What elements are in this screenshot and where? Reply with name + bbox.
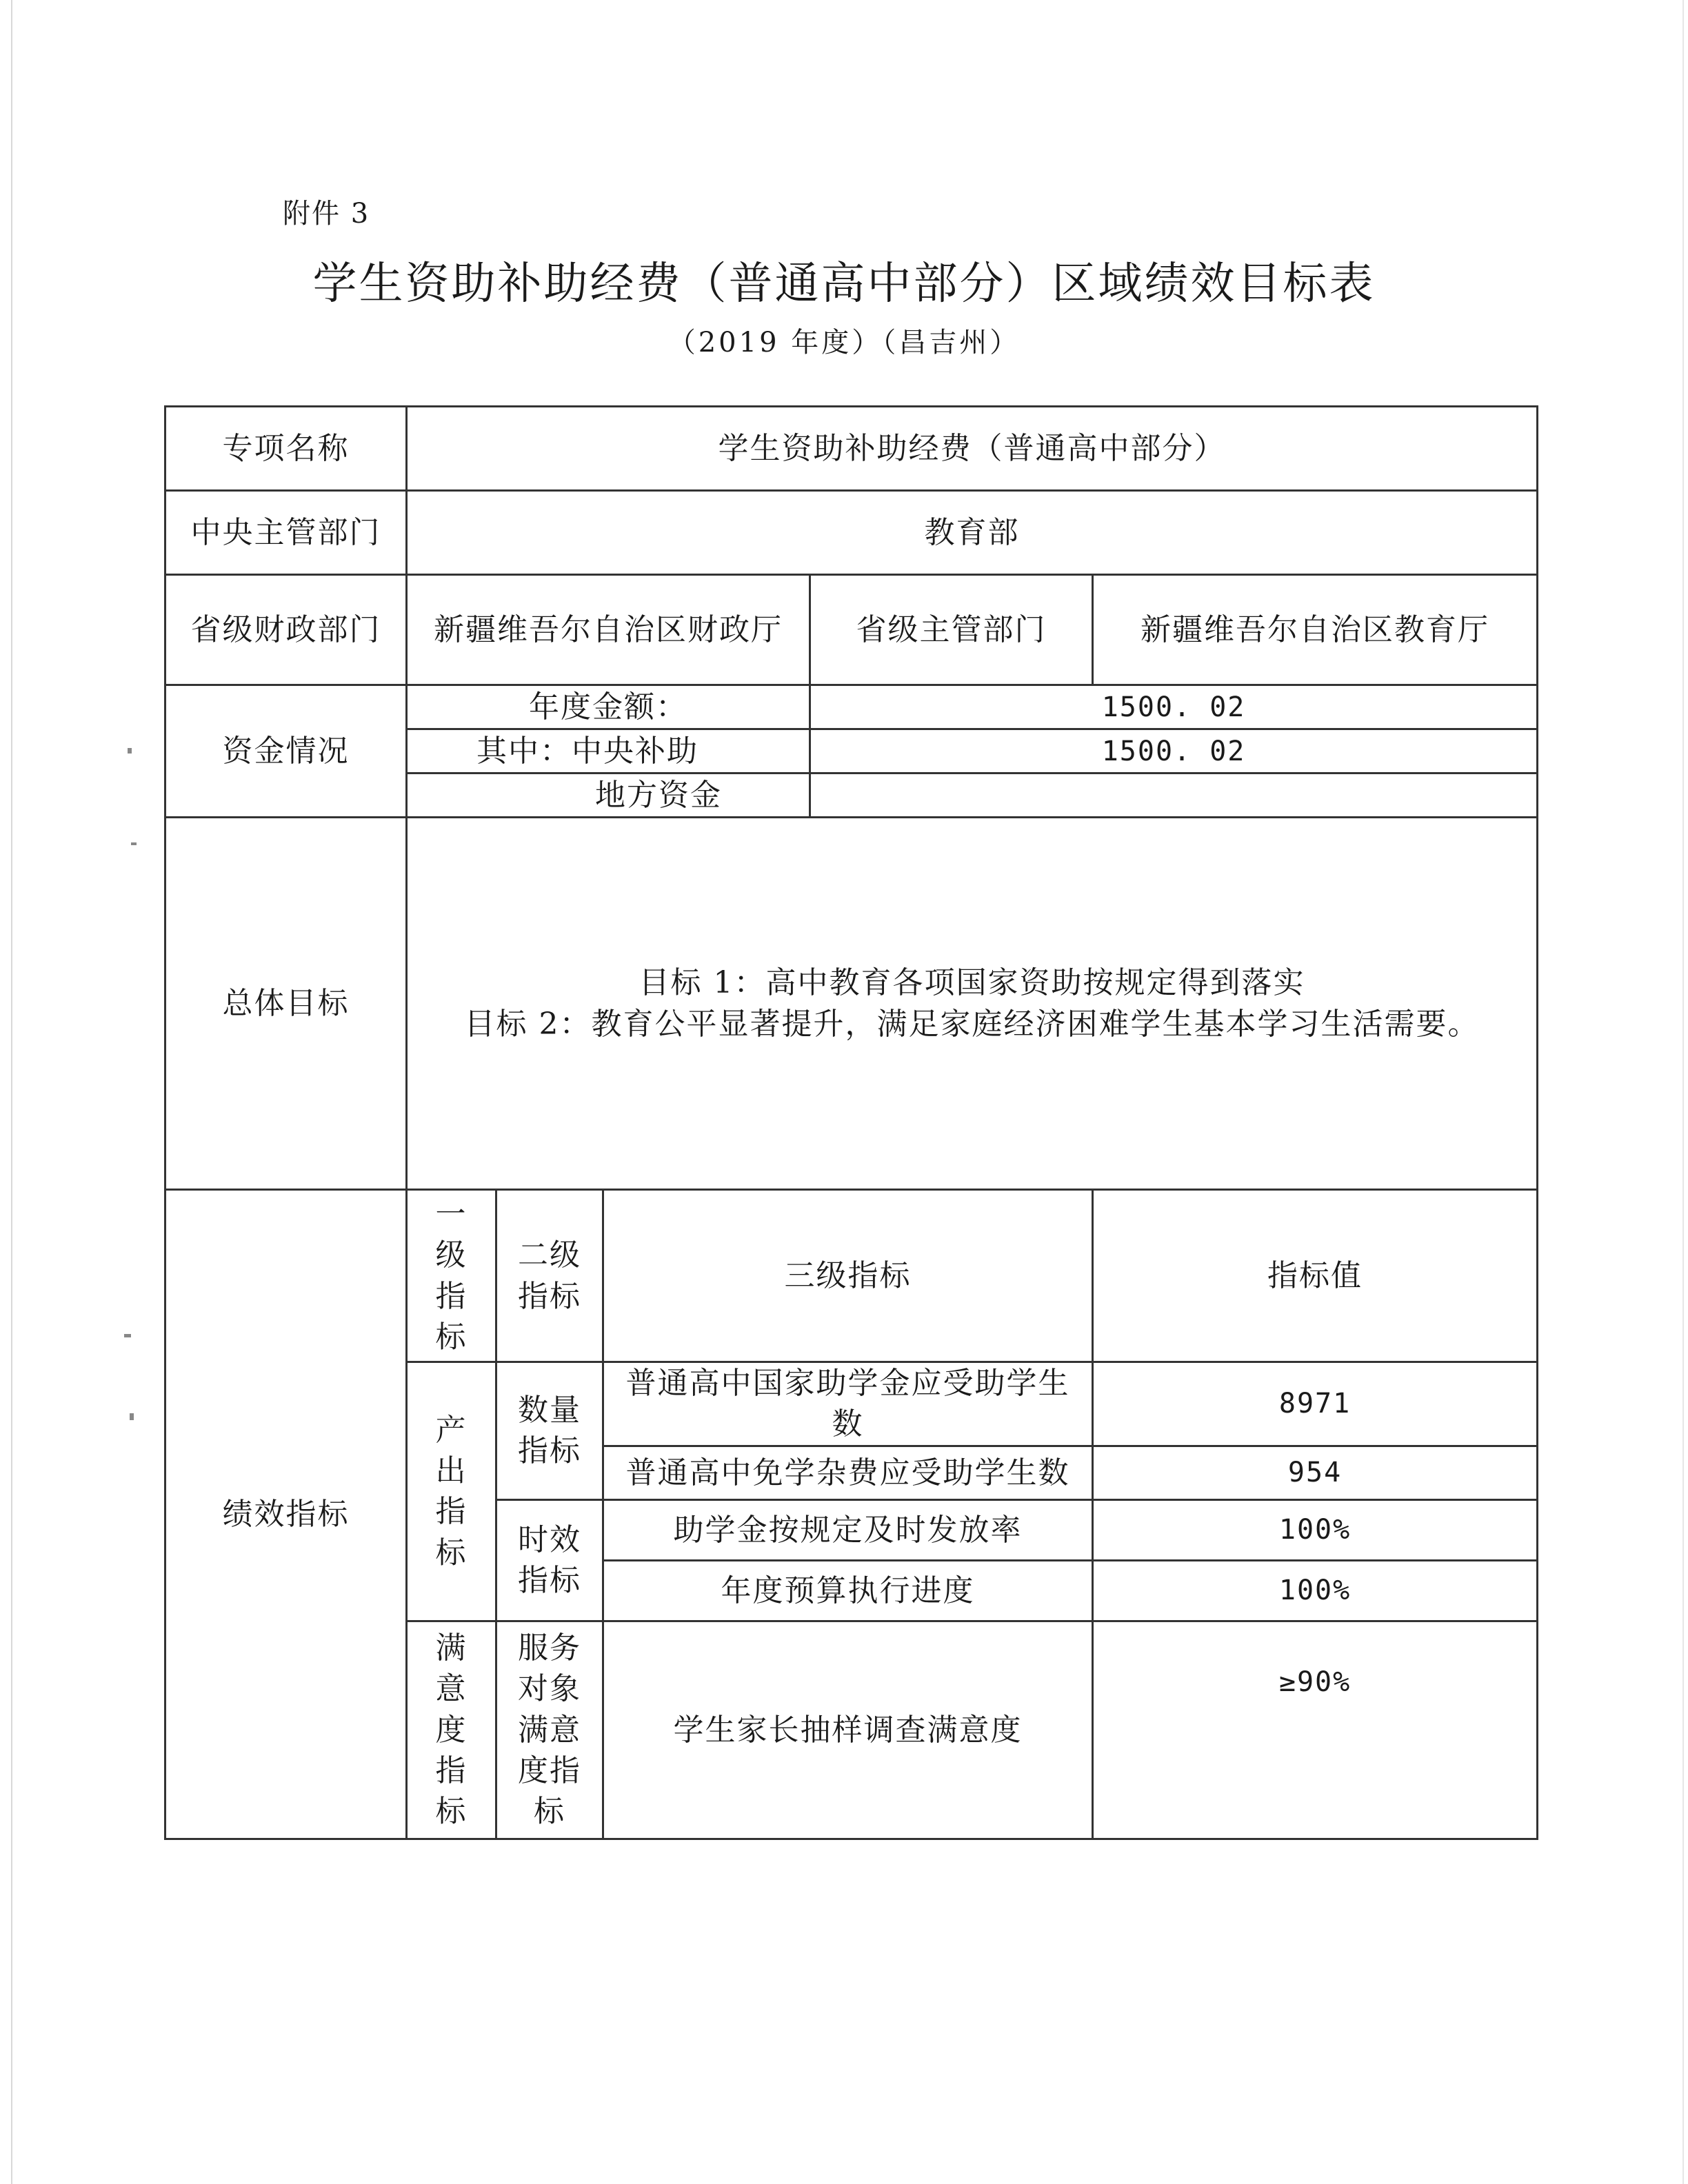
row-overall-goal: [165, 818, 1538, 1190]
indicator-value: 100%: [1093, 1560, 1538, 1621]
scan-speck: [124, 1334, 131, 1337]
central-subsidy-label: 其中：中央补助: [476, 733, 699, 769]
annual-amount-label: 年度金额：: [407, 685, 810, 729]
row-provincial-depts: [165, 575, 1538, 685]
overall-goal-text: [407, 818, 1538, 1190]
indicator-name: 学生家长抽样调查满意度: [603, 1621, 1093, 1839]
attachment-label: 附件 3: [283, 198, 370, 230]
prov-dept-label: 省级主管部门: [810, 575, 1093, 685]
indicator-name: 年度预算执行进度: [603, 1560, 1093, 1621]
central-subsidy-value: 1500. 02: [810, 729, 1538, 774]
project-name-value: 学生资助补助经费（普通高中部分）: [407, 407, 1538, 491]
prov-finance-label: 省级财政部门: [165, 575, 407, 685]
satisfaction-indicator-label: 满意度指标: [407, 1621, 496, 1839]
quantity-indicator-label: 数量指标: [496, 1362, 603, 1500]
local-funds-label: 地方资金: [595, 777, 722, 813]
row-project-name: [165, 407, 1538, 491]
overall-goal-label: 总体目标: [165, 818, 407, 1190]
indicator-value: 954: [1093, 1446, 1538, 1499]
perf-indicators-label: 绩效指标: [165, 1190, 407, 1839]
annual-amount-value: 1500. 02: [810, 685, 1538, 729]
central-dept-label: 中央主管部门: [165, 491, 407, 575]
local-funds-value: [810, 774, 1538, 818]
prov-dept-value: 新疆维吾尔自治区教育厅: [1093, 575, 1538, 685]
project-name-label: 专项名称: [165, 407, 407, 491]
scan-speck: [131, 842, 137, 845]
col-level2-header: 二级指标: [496, 1190, 603, 1362]
indicator-value: ≥90%: [1093, 1621, 1538, 1839]
document-subtitle: （2019 年度）（昌吉州）: [667, 327, 1021, 358]
indicator-name: 普通高中免学杂费应受助学生数: [603, 1446, 1093, 1499]
indicator-value: 100%: [1093, 1499, 1538, 1560]
col-value-header: 指标值: [1093, 1190, 1538, 1362]
funds-label: 资金情况: [165, 685, 407, 818]
indicator-value: 8971: [1093, 1362, 1538, 1446]
central-dept-value: 教育部: [407, 491, 1538, 575]
row-annual-amount: [165, 685, 1538, 729]
row-indicator-header: [165, 1190, 1538, 1362]
timeliness-indicator-label: 时效指标: [496, 1499, 603, 1621]
goal-1: 目标 1：高中教育各项国家资助按规定得到落实: [639, 965, 1305, 1001]
indicator-name: 普通高中国家助学金应受助学生数: [603, 1362, 1093, 1446]
col-level3-header: 三级指标: [603, 1190, 1093, 1362]
document-title: 学生资助补助经费（普通高中部分）区域绩效目标表: [312, 259, 1376, 310]
col-level1-header: 一级指标: [407, 1190, 496, 1362]
prov-finance-value: 新疆维吾尔自治区财政厅: [407, 575, 810, 685]
performance-target-table: [164, 405, 1538, 1840]
goal-2: 目标 2：教育公平显著提升，满足家庭经济困难学生基本学习生活需要。: [464, 1006, 1480, 1042]
indicator-name: 助学金按规定及时发放率: [603, 1499, 1093, 1560]
scan-speck: [128, 748, 132, 754]
scan-speck: [130, 1413, 134, 1420]
output-indicator-label: 产出指标: [407, 1362, 496, 1621]
service-satisfaction-label: 服务对象满意度指标: [496, 1621, 603, 1839]
row-central-dept: [165, 491, 1538, 575]
